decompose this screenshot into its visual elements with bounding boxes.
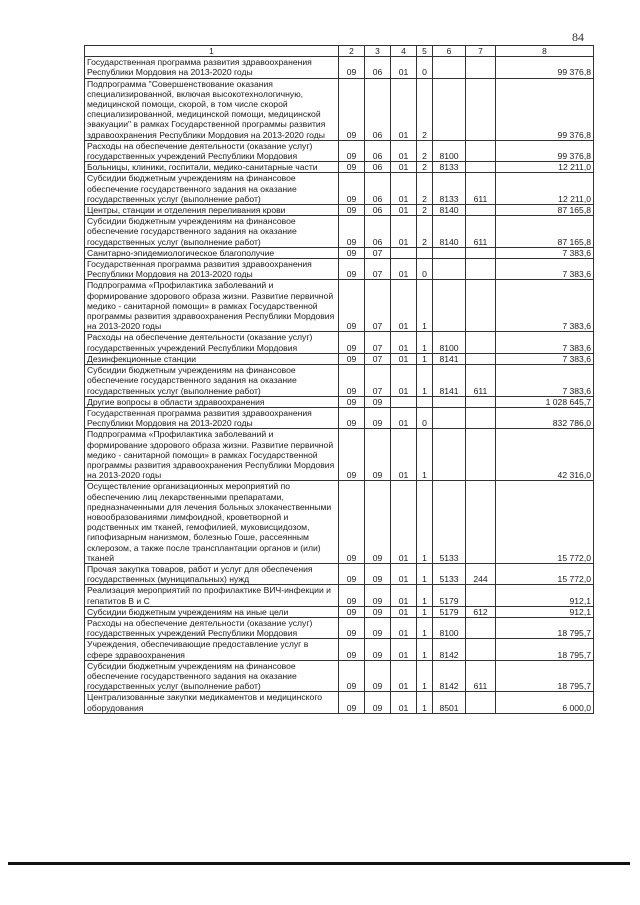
row-program: 01: [391, 205, 417, 216]
row-expense-type: [466, 396, 496, 407]
row-program: 01: [391, 563, 417, 584]
table-row: [85, 216, 594, 248]
budget-table: [84, 45, 594, 714]
row-program: 01: [391, 617, 417, 638]
row-target-code: 8100: [433, 332, 466, 353]
row-subprogram: 1: [417, 692, 433, 713]
column-header: 1: [85, 46, 339, 57]
row-program: 01: [391, 140, 417, 161]
table-header: [85, 46, 594, 57]
row-amount: 15 772,0: [496, 481, 594, 564]
row-name: Расходы на обеспечение деятельности (оказание услуг) государственных учреждений Республики Мордовия: [85, 332, 339, 353]
row-name: Реализация мероприятий по профилактике ВИЧ-инфекции и гепатитов В и С: [85, 585, 339, 606]
row-subsection: 07: [365, 259, 391, 280]
row-expense-type: [466, 140, 496, 161]
table-row: [85, 173, 594, 205]
row-name: Подпрограмма «Профилактика заболеваний и формирование здорового образа жизни. Развитие первичной медико - санитарной помощи» в рамках Государственной программы развития здравоохранения Республики Мордовия на 2013-2020 годы: [85, 429, 339, 481]
row-name: Расходы на обеспечение деятельности (оказание услуг) государственных учреждений Республики Мордовия: [85, 140, 339, 161]
row-program: 01: [391, 173, 417, 205]
row-target-code: 5133: [433, 563, 466, 584]
row-amount: 7 383,6: [496, 280, 594, 332]
row-subprogram: 1: [417, 617, 433, 638]
row-subsection: 09: [365, 639, 391, 660]
row-target-code: 8141: [433, 365, 466, 397]
row-amount: 12 211,0: [496, 162, 594, 173]
row-name: Прочая закупка товаров, работ и услуг для обеспечения государственных (муниципальных) нужд: [85, 563, 339, 584]
row-name: Субсидии бюджетным учреждениям на иные цели: [85, 606, 339, 617]
bottom-rule: [8, 862, 630, 865]
row-subsection: 06: [365, 205, 391, 216]
row-target-code: 8142: [433, 639, 466, 660]
row-name: Расходы на обеспечение деятельности (оказание услуг) государственных учреждений Республики Мордовия: [85, 617, 339, 638]
row-name: Дезинфекционные станции: [85, 353, 339, 364]
column-header: 3: [365, 46, 391, 57]
column-header: 5: [417, 46, 433, 57]
table-row: [85, 585, 594, 606]
table-row: [85, 606, 594, 617]
row-subprogram: 0: [417, 407, 433, 428]
row-target-code: [433, 396, 466, 407]
row-subsection: 09: [365, 606, 391, 617]
row-program: 01: [391, 639, 417, 660]
row-section: 09: [339, 429, 365, 481]
row-section: 09: [339, 216, 365, 248]
row-target-code: 8140: [433, 216, 466, 248]
row-subprogram: [417, 247, 433, 258]
row-section: 09: [339, 563, 365, 584]
row-subsection: 06: [365, 216, 391, 248]
row-expense-type: [466, 353, 496, 364]
row-section: 09: [339, 606, 365, 617]
row-amount: 7 383,6: [496, 353, 594, 364]
row-section: 09: [339, 396, 365, 407]
row-target-code: [433, 78, 466, 140]
row-amount: 87 165,8: [496, 216, 594, 248]
row-subprogram: [417, 396, 433, 407]
row-program: 01: [391, 660, 417, 692]
row-amount: 18 795,7: [496, 617, 594, 638]
row-subsection: 07: [365, 247, 391, 258]
row-subsection: 07: [365, 280, 391, 332]
row-section: 09: [339, 280, 365, 332]
row-subprogram: 1: [417, 353, 433, 364]
table-row: [85, 563, 594, 584]
row-target-code: [433, 280, 466, 332]
row-expense-type: [466, 639, 496, 660]
row-subprogram: 1: [417, 639, 433, 660]
row-program: 01: [391, 481, 417, 564]
row-expense-type: [466, 407, 496, 428]
row-name: Субсидии бюджетным учреждениям на финансовое обеспечение государственного задания на оказание государственных услуг (выполнение работ): [85, 365, 339, 397]
row-section: 09: [339, 692, 365, 713]
row-target-code: [433, 57, 466, 78]
row-subsection: 09: [365, 660, 391, 692]
row-program: 01: [391, 692, 417, 713]
row-target-code: 8100: [433, 140, 466, 161]
table-row: [85, 429, 594, 481]
row-name: Учреждения, обеспечивающие предоставление услуг в сфере здравоохранения: [85, 639, 339, 660]
row-subsection: 07: [365, 353, 391, 364]
row-expense-type: 611: [466, 660, 496, 692]
column-header: 7: [466, 46, 496, 57]
row-section: 09: [339, 57, 365, 78]
row-subsection: 09: [365, 481, 391, 564]
row-expense-type: 611: [466, 216, 496, 248]
row-amount: 15 772,0: [496, 563, 594, 584]
table-row: [85, 481, 594, 564]
row-subsection: 07: [365, 332, 391, 353]
row-program: 01: [391, 216, 417, 248]
row-name: Другие вопросы в области здравоохранения: [85, 396, 339, 407]
row-target-code: 8133: [433, 173, 466, 205]
row-name: Больницы, клиники, госпитали, медико-санитарные части: [85, 162, 339, 173]
row-target-code: [433, 407, 466, 428]
row-target-code: 8142: [433, 660, 466, 692]
row-amount: 1 028 645,7: [496, 396, 594, 407]
row-target-code: 8501: [433, 692, 466, 713]
table-row: [85, 660, 594, 692]
row-subprogram: 0: [417, 259, 433, 280]
row-subprogram: 2: [417, 205, 433, 216]
row-target-code: [433, 429, 466, 481]
row-program: 01: [391, 407, 417, 428]
table-row: [85, 365, 594, 397]
table-row: [85, 396, 594, 407]
row-name: Субсидии бюджетным учреждениям на финансовое обеспечение государственного задания на оказание государственных услуг (выполнение работ): [85, 660, 339, 692]
row-subsection: 06: [365, 173, 391, 205]
row-amount: 912,1: [496, 585, 594, 606]
row-program: [391, 247, 417, 258]
row-name: Подпрограмма «Профилактика заболеваний и формирование здорового образа жизни. Развитие первичной медико - санитарной помощи» в рамках Государственной программы развития здравоохранения Республики Мордовия на 2013-2020 годы: [85, 280, 339, 332]
row-program: 01: [391, 259, 417, 280]
row-name: Субсидии бюджетным учреждениям на финансовое обеспечение государственного задания на оказание государственных услуг (выполнение работ): [85, 216, 339, 248]
row-name: Государственная программа развития здравоохранения Республики Мордовия на 2013-2020 годы: [85, 259, 339, 280]
row-subsection: 09: [365, 396, 391, 407]
row-subprogram: 2: [417, 162, 433, 173]
row-amount: 99 376,8: [496, 78, 594, 140]
row-expense-type: [466, 332, 496, 353]
row-program: 01: [391, 78, 417, 140]
row-subprogram: 1: [417, 280, 433, 332]
row-amount: 12 211,0: [496, 173, 594, 205]
row-subsection: 09: [365, 692, 391, 713]
row-name: Государственная программа развития здравоохранения Республики Мордовия на 2013-2020 годы: [85, 57, 339, 78]
row-subsection: 09: [365, 407, 391, 428]
row-subsection: 06: [365, 140, 391, 161]
row-target-code: 5179: [433, 585, 466, 606]
row-expense-type: [466, 205, 496, 216]
row-program: 01: [391, 429, 417, 481]
table-row: [85, 259, 594, 280]
row-expense-type: [466, 280, 496, 332]
row-section: 09: [339, 78, 365, 140]
row-program: 01: [391, 606, 417, 617]
row-target-code: [433, 247, 466, 258]
row-subprogram: 1: [417, 365, 433, 397]
row-amount: 7 383,6: [496, 332, 594, 353]
row-expense-type: [466, 162, 496, 173]
page-number: 84: [572, 30, 584, 44]
row-amount: 87 165,8: [496, 205, 594, 216]
table-row: [85, 247, 594, 258]
row-section: 09: [339, 140, 365, 161]
row-subprogram: 1: [417, 606, 433, 617]
table-row: [85, 639, 594, 660]
row-section: 09: [339, 353, 365, 364]
row-amount: 6 000,0: [496, 692, 594, 713]
row-subsection: 06: [365, 57, 391, 78]
row-target-code: 5179: [433, 606, 466, 617]
row-name: Центры, станции и отделения переливания крови: [85, 205, 339, 216]
row-section: 09: [339, 617, 365, 638]
row-target-code: 8140: [433, 205, 466, 216]
header-row: [85, 46, 594, 57]
row-subsection: 07: [365, 365, 391, 397]
row-expense-type: [466, 259, 496, 280]
row-target-code: [433, 259, 466, 280]
row-subprogram: 2: [417, 140, 433, 161]
row-name: Государственная программа развития здравоохранения Республики Мордовия на 2013-2020 годы: [85, 407, 339, 428]
row-expense-type: 244: [466, 563, 496, 584]
row-program: 01: [391, 585, 417, 606]
row-target-code: 8133: [433, 162, 466, 173]
table-row: [85, 57, 594, 78]
row-program: 01: [391, 353, 417, 364]
row-amount: 99 376,8: [496, 140, 594, 161]
row-section: 09: [339, 173, 365, 205]
table-row: [85, 692, 594, 713]
row-expense-type: 611: [466, 173, 496, 205]
row-section: 09: [339, 205, 365, 216]
row-section: 09: [339, 481, 365, 564]
row-section: 09: [339, 639, 365, 660]
row-name: Централизованные закупки медикаментов и медицинского оборудования: [85, 692, 339, 713]
row-section: 09: [339, 365, 365, 397]
row-section: 09: [339, 247, 365, 258]
table-row: [85, 280, 594, 332]
row-subprogram: 2: [417, 173, 433, 205]
table-row: [85, 617, 594, 638]
row-amount: 832 786,0: [496, 407, 594, 428]
row-subprogram: 2: [417, 216, 433, 248]
row-subprogram: 2: [417, 78, 433, 140]
row-subprogram: 0: [417, 57, 433, 78]
row-expense-type: [466, 617, 496, 638]
row-amount: 18 795,7: [496, 660, 594, 692]
row-subprogram: 1: [417, 429, 433, 481]
row-program: 01: [391, 332, 417, 353]
row-section: 09: [339, 162, 365, 173]
row-amount: 18 795,7: [496, 639, 594, 660]
row-section: 09: [339, 259, 365, 280]
row-subsection: 06: [365, 162, 391, 173]
row-expense-type: [466, 585, 496, 606]
row-subprogram: 1: [417, 660, 433, 692]
row-section: 09: [339, 660, 365, 692]
row-subsection: 09: [365, 563, 391, 584]
row-name: Подпрограмма "Совершенствование оказания специализированной, включая высокотехнологичную, медицинской помощи, скорой, в том числе скорой специализированной, медицинской помощи, медицинской эвакуации" в рамках Государственной программы развития здравоохранения Республики Мордовия на 2013-2020 годы: [85, 78, 339, 140]
row-expense-type: [466, 247, 496, 258]
row-subsection: 06: [365, 78, 391, 140]
table-row: [85, 353, 594, 364]
row-section: 09: [339, 332, 365, 353]
row-subprogram: 1: [417, 481, 433, 564]
row-amount: 99 376,8: [496, 57, 594, 78]
row-program: 01: [391, 365, 417, 397]
row-subsection: 09: [365, 617, 391, 638]
row-expense-type: 612: [466, 606, 496, 617]
row-subsection: 09: [365, 585, 391, 606]
table-row: [85, 407, 594, 428]
row-name: Субсидии бюджетным учреждениям на финансовое обеспечение государственного задания на оказание государственных услуг (выполнение работ): [85, 173, 339, 205]
row-expense-type: [466, 481, 496, 564]
row-program: 01: [391, 57, 417, 78]
row-target-code: 8100: [433, 617, 466, 638]
column-header: 4: [391, 46, 417, 57]
table-row: [85, 162, 594, 173]
row-program: 01: [391, 162, 417, 173]
row-name: Санитарно-эпидемиологическое благополучие: [85, 247, 339, 258]
row-amount: 7 383,6: [496, 365, 594, 397]
row-expense-type: [466, 429, 496, 481]
row-expense-type: 611: [466, 365, 496, 397]
row-expense-type: [466, 57, 496, 78]
table-row: [85, 332, 594, 353]
table-row: [85, 140, 594, 161]
row-target-code: 5133: [433, 481, 466, 564]
row-program: 01: [391, 280, 417, 332]
row-expense-type: [466, 78, 496, 140]
row-program: [391, 396, 417, 407]
row-expense-type: [466, 692, 496, 713]
row-section: 09: [339, 407, 365, 428]
table-body: [85, 57, 594, 714]
table-row: [85, 205, 594, 216]
row-subprogram: 1: [417, 332, 433, 353]
row-name: Осуществление организационных мероприятий по обеспечению лиц лекарственными препаратами, предназначенными для лечения больных злокачественными новообразованиями лимфоидной, кроветворной и родственных им тканей, гемофилией, муковисцидозом, гипофизарным нанизмом, болезнью Гоше, рассеянным склерозом, а также после трансплантации органов и (или) тканей: [85, 481, 339, 564]
row-amount: 912,1: [496, 606, 594, 617]
table-row: [85, 78, 594, 140]
row-subsection: 09: [365, 429, 391, 481]
row-amount: 7 383,6: [496, 247, 594, 258]
column-header: 8: [496, 46, 594, 57]
column-header: 6: [433, 46, 466, 57]
row-target-code: 8141: [433, 353, 466, 364]
row-amount: 42 316,0: [496, 429, 594, 481]
column-header: 2: [339, 46, 365, 57]
row-section: 09: [339, 585, 365, 606]
row-subprogram: 1: [417, 585, 433, 606]
row-amount: 7 383,6: [496, 259, 594, 280]
row-subprogram: 1: [417, 563, 433, 584]
